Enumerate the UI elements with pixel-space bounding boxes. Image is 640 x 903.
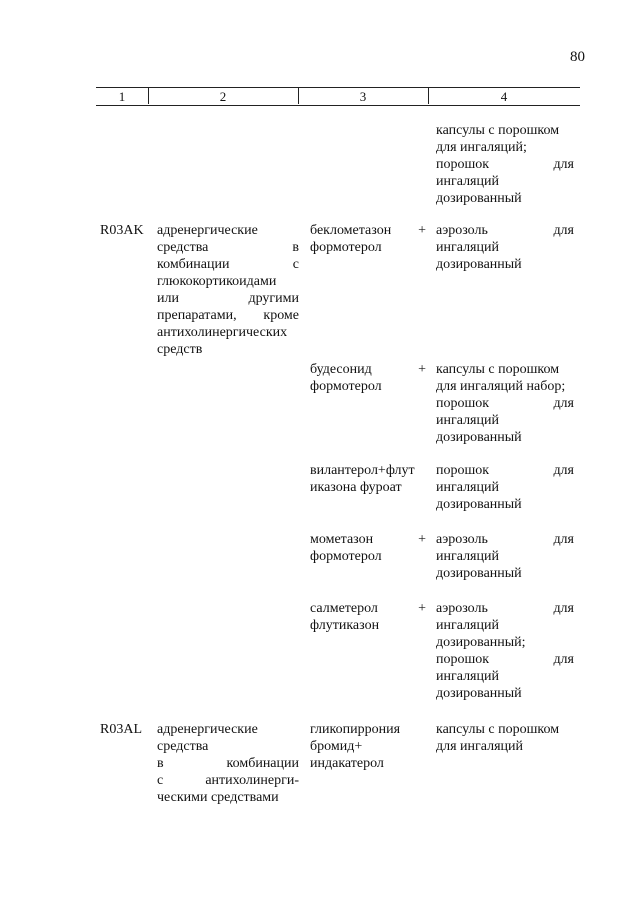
cell-line: адренергические [157,722,258,737]
word: комбинации [226,756,299,771]
cell-line [157,256,299,273]
cell-line: формотерол [310,240,382,255]
cell-line [436,462,574,479]
word: + [418,223,426,238]
drug-name [310,531,426,565]
word: салметерол [310,601,378,616]
word: будесонид [310,362,372,377]
cell-line: для ингаляций набор; [436,379,566,394]
cell-line: глюкокортикоидами [157,274,277,289]
word: препаратами, [157,308,237,323]
dosage-forms [436,600,574,702]
cell-line: для ингаляций; [436,140,527,155]
cell-line: капсулы с порошком [436,123,560,138]
cell-line [157,307,299,324]
drug-name [310,222,426,256]
cell-line [436,531,574,548]
cell-line: дозированный [436,257,522,272]
cell-line: дозированный [436,430,522,445]
cell-line: ингаляций [436,174,499,189]
drug-name [310,721,426,772]
header-col-2: 2 [219,89,227,104]
word: + [418,601,426,616]
cell-line [310,361,426,378]
word: аэрозоль [436,223,488,238]
word: порошок [436,157,490,172]
cell-line: ингаляций [436,413,499,428]
cell-line: средств [157,342,203,357]
cell-line: дозированный [436,686,522,701]
cell-line: средства [157,739,209,754]
drug-name [310,462,426,496]
atc-code: R03AL [100,722,142,737]
cell-line: бромид+ [310,739,363,754]
header-divider [428,87,429,104]
cell-line: дозированный [436,566,522,581]
cell-line: ингаляций [436,240,499,255]
word: порошок [436,463,490,478]
word: + [418,532,426,547]
word: для [553,396,574,411]
word: комбинации [157,257,230,272]
cell-line: ингаляций [436,618,499,633]
cell-line: антихолинергических [157,325,288,340]
cell-line: формотерол [310,549,382,564]
word: аэрозоль [436,601,488,616]
word: для [553,223,574,238]
cell-line [310,600,426,617]
cell-line [310,222,426,239]
cell-line: капсулы с порошком [436,362,560,377]
cell-line [436,222,574,239]
cell-line [436,600,574,617]
dosage-forms [436,531,574,582]
word: в [157,756,164,771]
cell-line: иказона фуроат [310,480,402,495]
drug-name [310,361,426,395]
word: для [553,652,574,667]
dosage-forms [436,222,574,273]
word: средства [157,240,209,255]
atc-code: R03AK [100,223,144,238]
cell-line [157,239,299,256]
word: или [157,291,179,306]
atc-group-name [157,721,299,806]
cell-line [157,755,299,772]
word: аэрозоль [436,532,488,547]
cell-line: ингаляций [436,480,499,495]
cell-line [157,290,299,307]
header-divider [148,87,149,104]
cell-line: адренергические [157,223,258,238]
word: для [553,463,574,478]
cell-line: ингаляций [436,549,499,564]
cell-line [436,395,574,412]
dosage-forms [436,361,574,446]
word: порошок [436,396,490,411]
cell-line: для ингаляций [436,739,524,754]
word: для [553,532,574,547]
word: беклометазон [310,223,392,238]
dosage-forms [436,122,574,207]
word: с [292,257,299,272]
word: с [157,773,164,788]
cell-line [436,651,574,668]
word: + [418,362,426,377]
atc-group-name [157,222,299,358]
cell-line: дозированный; [436,635,526,650]
header-col-3: 3 [359,89,367,104]
word: в [292,240,299,255]
cell-line: ингаляций [436,669,499,684]
cell-line: капсулы с порошком [436,722,560,737]
drug-name [310,600,426,634]
cell-line: ческими средствами [157,790,279,805]
word: мометазон [310,532,374,547]
header-divider [298,87,299,104]
cell-line: флутиказон [310,618,380,633]
cell-line: вилантерол+флут [310,463,415,478]
page-number: 80 [570,49,585,65]
word: порошок [436,652,490,667]
cell-line: индакатерол [310,756,384,771]
cell-line [436,156,574,173]
cell-line: формотерол [310,379,382,394]
word: другими [248,291,299,306]
cell-line: дозированный [436,497,522,512]
word: для [553,601,574,616]
cell-line [157,772,299,789]
dosage-forms [436,721,574,755]
header-col-4: 4 [500,89,508,104]
word: для [553,157,574,172]
header-col-1: 1 [118,89,126,104]
cell-line: дозированный [436,191,522,206]
word: кроме [263,308,299,323]
dosage-forms [436,462,574,513]
cell-line [310,531,426,548]
cell-line: гликопиррония [310,722,401,737]
table-header [96,87,580,106]
word: антихолинерги- [205,773,299,788]
